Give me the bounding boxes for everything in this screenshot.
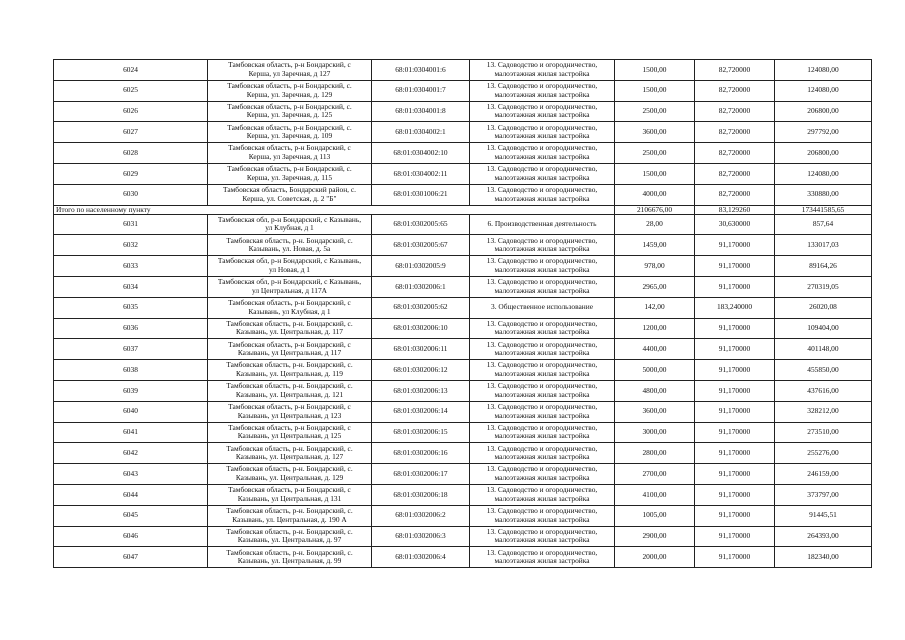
- address-line-2: Казывань, ул. Центральная, д. 99: [237, 556, 342, 566]
- row-number: 6027: [54, 122, 208, 143]
- address-line-2: Казывань, ул. Центральная, д. 97: [237, 535, 342, 545]
- area-cell: 3000,00: [615, 422, 695, 443]
- address-line-1: Тамбовская область, р-н. Бондарский, с.: [226, 318, 353, 328]
- rate-cell: 91,170000: [695, 484, 775, 505]
- table-row: [54, 464, 872, 485]
- area-cell: 1459,00: [615, 235, 695, 256]
- area-cell: 1005,00: [615, 505, 695, 526]
- rate-cell: 82,720000: [695, 60, 775, 81]
- row-number: 6036: [54, 318, 208, 339]
- area-cell: 2700,00: [615, 464, 695, 485]
- cadastral-number: 68:01:0304001:7: [372, 80, 470, 101]
- address-line-2: Казывань, ул Центральная, д 131: [237, 493, 342, 503]
- area-cell: 142,00: [615, 297, 695, 318]
- value-cell: 124080,00: [775, 80, 872, 101]
- cadastral-number: 68:01:0302006:14: [372, 401, 470, 422]
- value-cell: 273510,00: [775, 422, 872, 443]
- total-rate: 83,129260: [695, 205, 775, 214]
- land-use-line-2: малоэтажная жилая застройка: [494, 68, 590, 78]
- row-number: 6040: [54, 401, 208, 422]
- table-row: [54, 380, 872, 401]
- rate-cell: 82,720000: [695, 184, 775, 205]
- cadastral-number: 68:01:0304002:11: [372, 163, 470, 184]
- value-cell: 246159,00: [775, 464, 872, 485]
- address-cell: [208, 547, 372, 568]
- address-line-2: Керша, ул Заречная, д 127: [248, 68, 331, 78]
- row-number: 6030: [54, 184, 208, 205]
- land-use-line-2: малоэтажная жилая застройка: [494, 556, 590, 566]
- address-line-1: Тамбовская область, р-н Бондарский, с: [228, 298, 351, 308]
- land-use-line-2: малоэтажная жилая застройка: [494, 369, 590, 379]
- row-number: 6029: [54, 163, 208, 184]
- address-cell: [208, 122, 372, 143]
- address-line-1: Тамбовская область, р-н Бондарский, с: [228, 485, 351, 495]
- land-use-line-2: малоэтажная жилая застройка: [494, 535, 590, 545]
- address-cell: [208, 80, 372, 101]
- land-use-line-2: малоэтажная жилая застройка: [494, 244, 590, 254]
- row-number: 6034: [54, 276, 208, 297]
- area-cell: 2965,00: [615, 276, 695, 297]
- address-line-1: Тамбовская область, р-н Бондарский, с.: [227, 164, 352, 174]
- address-cell: [208, 464, 372, 485]
- value-cell: 133017,03: [775, 235, 872, 256]
- address-line-2: Казывань, ул. Центральная, д. 129: [235, 473, 344, 483]
- address-cell: [208, 380, 372, 401]
- land-use-line-1: 13. Садоводство и огородничество,: [486, 526, 598, 536]
- value-cell: 124080,00: [775, 163, 872, 184]
- table-body: [54, 60, 872, 568]
- address-line-1: Тамбовская обл, р-н Бондарский, с Казывань,: [217, 256, 362, 266]
- row-number: 6037: [54, 339, 208, 360]
- cadastral-number: 68:01:0302006:11: [372, 339, 470, 360]
- land-use-cell: [470, 505, 615, 526]
- cadastral-number: 68:01:0302005:67: [372, 235, 470, 256]
- address-line-2: Керша, ул Заречная, д 113: [248, 152, 331, 162]
- area-cell: 1500,00: [615, 60, 695, 81]
- row-number: 6039: [54, 380, 208, 401]
- land-use-line-1: 13. Садоводство и огородничество,: [486, 402, 598, 412]
- rate-cell: 82,720000: [695, 143, 775, 164]
- area-cell: 2800,00: [615, 443, 695, 464]
- row-number: 6045: [54, 505, 208, 526]
- row-number: 6041: [54, 422, 208, 443]
- table-row: [54, 360, 872, 381]
- row-number: 6024: [54, 60, 208, 81]
- address-cell: [208, 276, 372, 297]
- land-use-line-1: 13. Садоводство и огородничество,: [486, 443, 598, 453]
- table-row: [54, 297, 872, 318]
- land-use-line-2: малоэтажная жилая застройка: [494, 152, 590, 162]
- cadastral-number: 68:01:0302006:12: [372, 360, 470, 381]
- table-row: [54, 122, 872, 143]
- address-line-1: Тамбовская область, р-н Бондарский, с: [228, 143, 351, 153]
- table-row: [54, 214, 872, 235]
- address-line-1: Тамбовская область, р-н Бондарский, с.: [227, 122, 352, 132]
- address-cell: [208, 214, 372, 235]
- land-use-line-1: 13. Садоводство и огородничество,: [486, 381, 598, 391]
- land-use-cell: [470, 547, 615, 568]
- row-number: 6032: [54, 235, 208, 256]
- value-cell: 330880,00: [775, 184, 872, 205]
- address-line-1: Тамбовская область, р-н. Бондарский, с.: [226, 360, 353, 370]
- land-use-cell: [470, 60, 615, 81]
- row-number: 6038: [54, 360, 208, 381]
- cadastral-number: 68:01:0302006:16: [372, 443, 470, 464]
- rate-cell: 91,170000: [695, 360, 775, 381]
- address-cell: [208, 443, 372, 464]
- address-cell: [208, 505, 372, 526]
- table-row: [54, 505, 872, 526]
- land-use-line-1: 13. Садоводство и огородничество,: [486, 185, 598, 195]
- table-row: [54, 184, 872, 205]
- address-line-1: Тамбовская область, р-н Бондарский, с: [228, 402, 351, 412]
- land-use-line-1: 6. Производственная деятельность: [487, 219, 597, 229]
- cadastral-number: 68:01:0302005:62: [372, 297, 470, 318]
- address-cell: [208, 318, 372, 339]
- value-cell: 255276,00: [775, 443, 872, 464]
- cadastral-number: 68:01:0304001:8: [372, 101, 470, 122]
- land-use-line-2: малоэтажная жилая застройка: [494, 265, 590, 275]
- rate-cell: 82,720000: [695, 163, 775, 184]
- address-cell: [208, 339, 372, 360]
- land-use-line-2: малоэтажная жилая застройка: [494, 89, 590, 99]
- table-row: [54, 401, 872, 422]
- area-cell: 1200,00: [615, 318, 695, 339]
- land-use-line-1: 13. Садоводство и огородничество,: [486, 81, 598, 91]
- rate-cell: 91,170000: [695, 276, 775, 297]
- total-row: [54, 205, 872, 214]
- cadastral-number: 68:01:0302006:15: [372, 422, 470, 443]
- area-cell: 3600,00: [615, 401, 695, 422]
- land-use-line-2: малоэтажная жилая застройка: [494, 285, 590, 295]
- address-cell: [208, 422, 372, 443]
- land-use-line-1: 13. Садоводство и огородничество,: [486, 122, 598, 132]
- land-use-line-2: малоэтажная жилая застройка: [494, 193, 590, 203]
- cadastral-number: 68:01:0302006:1: [372, 276, 470, 297]
- value-cell: 270319,05: [775, 276, 872, 297]
- table-row: [54, 318, 872, 339]
- total-value: 173441585,65: [775, 205, 872, 214]
- area-cell: 978,00: [615, 256, 695, 277]
- land-use-cell: [470, 443, 615, 464]
- land-use-line-1: 13. Садоводство и огородничество,: [486, 506, 598, 516]
- row-number: 6033: [54, 256, 208, 277]
- address-cell: [208, 526, 372, 547]
- land-use-line-2: малоэтажная жилая застройка: [494, 110, 590, 120]
- table-row: [54, 526, 872, 547]
- address-line-2: Казывань, ул Клубная, д 1: [248, 306, 331, 316]
- value-cell: 182340,00: [775, 547, 872, 568]
- land-use-cell: [470, 401, 615, 422]
- rate-cell: 91,170000: [695, 318, 775, 339]
- area-cell: 1500,00: [615, 80, 695, 101]
- address-line-2: ул Центральная, д 117А: [252, 285, 327, 295]
- cadastral-number: 68:01:0302005:65: [372, 214, 470, 235]
- address-line-2: Керша, ул. Заречная, д. 125: [246, 110, 333, 120]
- area-cell: 3600,00: [615, 122, 695, 143]
- address-cell: [208, 101, 372, 122]
- address-line-2: Керша, ул. Советская, д. 2 "Б": [242, 193, 337, 203]
- land-use-line-2: малоэтажная жилая застройка: [494, 327, 590, 337]
- cadastral-number: 68:01:0304001:6: [372, 60, 470, 81]
- cadastral-number: 68:01:0302006:4: [372, 547, 470, 568]
- address-cell: [208, 235, 372, 256]
- table-row: [54, 422, 872, 443]
- land-use-cell: [470, 235, 615, 256]
- address-line-1: Тамбовская область, р-н. Бондарский, с.: [226, 381, 353, 391]
- row-number: 6026: [54, 101, 208, 122]
- land-use-line-1: 13. Садоводство и огородничество,: [486, 547, 598, 557]
- cadastral-number: 68:01:0302006:10: [372, 318, 470, 339]
- land-use-cell: [470, 526, 615, 547]
- table-row: [54, 163, 872, 184]
- address-line-2: Керша, ул. Заречная, д. 109: [246, 131, 333, 141]
- address-line-1: Тамбовская область, р-н. Бондарский, с.: [226, 526, 353, 536]
- land-use-line-1: 3. Общественное использование: [491, 302, 593, 312]
- row-number: 6028: [54, 143, 208, 164]
- address-cell: [208, 163, 372, 184]
- rate-cell: 82,720000: [695, 122, 775, 143]
- address-line-2: Казывань, ул Центральная, д 123: [237, 410, 342, 420]
- address-cell: [208, 60, 372, 81]
- row-number: 6035: [54, 297, 208, 318]
- land-use-line-1: 13. Садоводство и огородничество,: [486, 277, 598, 287]
- cadastral-number: 68:01:0302006:18: [372, 484, 470, 505]
- land-use-cell: [470, 101, 615, 122]
- value-cell: 455850,00: [775, 360, 872, 381]
- address-cell: [208, 360, 372, 381]
- address-line-1: Тамбовская область, р-н. Бондарский, с.: [226, 547, 353, 557]
- land-use-line-2: малоэтажная жилая застройка: [494, 389, 590, 399]
- table-row: [54, 60, 872, 81]
- land-use-line-1: 13. Садоводство и огородничество,: [486, 164, 598, 174]
- value-cell: 91445,51: [775, 505, 872, 526]
- value-cell: 857,64: [775, 214, 872, 235]
- table-row: [54, 443, 872, 464]
- area-cell: 5000,00: [615, 360, 695, 381]
- table-row: [54, 101, 872, 122]
- address-line-2: Казывань, ул Центральная, д 125: [237, 431, 342, 441]
- land-use-line-2: малоэтажная жилая застройка: [494, 172, 590, 182]
- rate-cell: 91,170000: [695, 401, 775, 422]
- address-line-1: Тамбовская область, р-н. Бондарский, с.: [226, 506, 353, 516]
- cadastral-number: 68:01:0301006:21: [372, 184, 470, 205]
- address-line-1: Тамбовская область, р-н Бондарский, с: [228, 339, 351, 349]
- land-use-cell: [470, 214, 615, 235]
- address-line-1: Тамбовская область, р-н. Бондарский, с.: [226, 443, 353, 453]
- rate-cell: 91,170000: [695, 380, 775, 401]
- land-use-cell: [470, 256, 615, 277]
- land-use-line-1: 13. Садоводство и огородничество,: [486, 360, 598, 370]
- rate-cell: 82,720000: [695, 101, 775, 122]
- rate-cell: 91,170000: [695, 422, 775, 443]
- address-line-2: ул Новая, д 1: [268, 265, 310, 275]
- rate-cell: 91,170000: [695, 235, 775, 256]
- land-use-line-1: 13. Садоводство и огородничество,: [486, 60, 598, 70]
- land-use-cell: [470, 464, 615, 485]
- address-line-2: Керша, ул. Заречная, д. 129: [246, 89, 333, 99]
- address-cell: [208, 401, 372, 422]
- table-row: [54, 256, 872, 277]
- cadastral-number: 68:01:0302006:2: [372, 505, 470, 526]
- row-number: 6043: [54, 464, 208, 485]
- cadastral-number: 68:01:0302006:17: [372, 464, 470, 485]
- value-cell: 373797,00: [775, 484, 872, 505]
- land-use-line-2: малоэтажная жилая застройка: [494, 452, 590, 462]
- land-use-line-1: 13. Садоводство и огородничество,: [486, 256, 598, 266]
- land-use-cell: [470, 318, 615, 339]
- rate-cell: 91,170000: [695, 443, 775, 464]
- address-line-1: Тамбовская область, Бондарский район, с.: [223, 185, 356, 195]
- value-cell: 437616,00: [775, 380, 872, 401]
- address-line-2: Керша, ул. Заречная, д. 115: [246, 172, 333, 182]
- row-number: 6025: [54, 80, 208, 101]
- land-use-line-2: малоэтажная жилая застройка: [494, 131, 590, 141]
- table-row: [54, 143, 872, 164]
- land-use-line-2: малоэтажная жилая застройка: [494, 493, 590, 503]
- area-cell: 4000,00: [615, 184, 695, 205]
- land-use-line-2: малоэтажная жилая застройка: [494, 431, 590, 441]
- land-use-line-1: 13. Садоводство и огородничество,: [486, 318, 598, 328]
- value-cell: 124080,00: [775, 60, 872, 81]
- value-cell: 206800,00: [775, 101, 872, 122]
- address-cell: [208, 143, 372, 164]
- cadastral-number: 68:01:0302006:13: [372, 380, 470, 401]
- area-cell: 4400,00: [615, 339, 695, 360]
- land-use-cell: [470, 184, 615, 205]
- area-cell: 2900,00: [615, 526, 695, 547]
- table-row: [54, 80, 872, 101]
- rate-cell: 183,240000: [695, 297, 775, 318]
- address-line-1: Тамбовская обл, р-н Бондарский, с Казывань,: [217, 214, 362, 224]
- value-cell: 26020,08: [775, 297, 872, 318]
- table-row: [54, 276, 872, 297]
- table-row: [54, 547, 872, 568]
- land-use-line-2: малоэтажная жилая застройка: [494, 473, 590, 483]
- rate-cell: 91,170000: [695, 547, 775, 568]
- value-cell: 264393,00: [775, 526, 872, 547]
- address-line-2: Казывань, ул. Центральная, д. 117: [235, 327, 344, 337]
- row-number: 6047: [54, 547, 208, 568]
- address-line-2: Казывань, ул Центральная, д 117: [237, 348, 342, 358]
- row-number: 6031: [54, 214, 208, 235]
- land-use-cell: [470, 360, 615, 381]
- address-line-2: Казывань, ул. Центральная, д. 121: [235, 389, 344, 399]
- rate-cell: 91,170000: [695, 256, 775, 277]
- land-use-line-1: 13. Садоводство и огородничество,: [486, 235, 598, 245]
- land-use-line-1: 13. Садоводство и огородничество,: [486, 464, 598, 474]
- land-use-line-1: 13. Садоводство и огородничество,: [486, 422, 598, 432]
- land-use-cell: [470, 80, 615, 101]
- value-cell: 328212,00: [775, 401, 872, 422]
- row-number: 6042: [54, 443, 208, 464]
- address-cell: [208, 256, 372, 277]
- rate-cell: 91,170000: [695, 526, 775, 547]
- value-cell: 297792,00: [775, 122, 872, 143]
- cadastral-number: 68:01:0304002:10: [372, 143, 470, 164]
- address-cell: [208, 297, 372, 318]
- area-cell: 2500,00: [615, 101, 695, 122]
- address-line-1: Тамбовская обл, р-н Бондарский, с Казывань,: [217, 277, 362, 287]
- address-line-1: Тамбовская область, р-н Бондарский, с: [228, 60, 351, 70]
- total-area: 2106676,00: [615, 205, 695, 214]
- value-cell: 206800,00: [775, 143, 872, 164]
- value-cell: 89164,26: [775, 256, 872, 277]
- table-row: [54, 235, 872, 256]
- table-row: [54, 339, 872, 360]
- rate-cell: 91,170000: [695, 505, 775, 526]
- address-line-1: Тамбовская область, р-н Бондарский, с.: [227, 81, 352, 91]
- land-use-cell: [470, 484, 615, 505]
- area-cell: 28,00: [615, 214, 695, 235]
- rate-cell: 30,630000: [695, 214, 775, 235]
- value-cell: 109404,00: [775, 318, 872, 339]
- land-use-cell: [470, 122, 615, 143]
- cadastral-number: 68:01:0302006:3: [372, 526, 470, 547]
- address-line-2: ул Клубная, д 1: [265, 223, 314, 233]
- land-use-cell: [470, 422, 615, 443]
- row-number: 6044: [54, 484, 208, 505]
- land-use-line-1: 13. Садоводство и огородничество,: [486, 339, 598, 349]
- address-line-2: Казывань, ул. Новая, д. 5а: [248, 244, 331, 254]
- land-use-line-1: 13. Садоводство и огородничество,: [486, 143, 598, 153]
- address-line-2: Казывань, ул. Центральная, д. 190 А: [232, 514, 347, 524]
- cadastral-number: 68:01:0302005:9: [372, 256, 470, 277]
- land-use-cell: [470, 163, 615, 184]
- area-cell: 4800,00: [615, 380, 695, 401]
- area-cell: 4100,00: [615, 484, 695, 505]
- land-use-line-2: малоэтажная жилая застройка: [494, 348, 590, 358]
- land-use-cell: [470, 276, 615, 297]
- rate-cell: 91,170000: [695, 339, 775, 360]
- area-cell: 1500,00: [615, 163, 695, 184]
- land-use-line-1: 13. Садоводство и огородничество,: [486, 101, 598, 111]
- rate-cell: 91,170000: [695, 464, 775, 485]
- row-number: 6046: [54, 526, 208, 547]
- address-cell: [208, 184, 372, 205]
- land-use-cell: [470, 297, 615, 318]
- area-cell: 2000,00: [615, 547, 695, 568]
- address-line-1: Тамбовская область, р-н Бондарский, с: [228, 422, 351, 432]
- rate-cell: 82,720000: [695, 80, 775, 101]
- address-line-2: Казывань, ул. Центральная, д. 119: [235, 369, 344, 379]
- land-use-line-1: 13. Садоводство и огородничество,: [486, 485, 598, 495]
- land-use-line-2: малоэтажная жилая застройка: [494, 410, 590, 420]
- address-line-1: Тамбовская область, р-н. Бондарский, с.: [226, 464, 353, 474]
- cadastral-value-table: [53, 59, 872, 568]
- table-row: [54, 484, 872, 505]
- land-use-line-2: малоэтажная жилая застройка: [494, 514, 590, 524]
- land-use-cell: [470, 380, 615, 401]
- cadastral-number: 68:01:0304002:1: [372, 122, 470, 143]
- land-use-cell: [470, 339, 615, 360]
- value-cell: 401148,00: [775, 339, 872, 360]
- total-label: Итого по населенному пункту: [54, 205, 615, 214]
- area-cell: 2500,00: [615, 143, 695, 164]
- land-use-cell: [470, 143, 615, 164]
- address-line-2: Казывань, ул. Центральная, д. 127: [235, 452, 344, 462]
- address-line-1: Тамбовская область, р-н Бондарский, с.: [227, 101, 352, 111]
- address-line-1: Тамбовская область, р-н. Бондарский, с.: [226, 235, 353, 245]
- address-cell: [208, 484, 372, 505]
